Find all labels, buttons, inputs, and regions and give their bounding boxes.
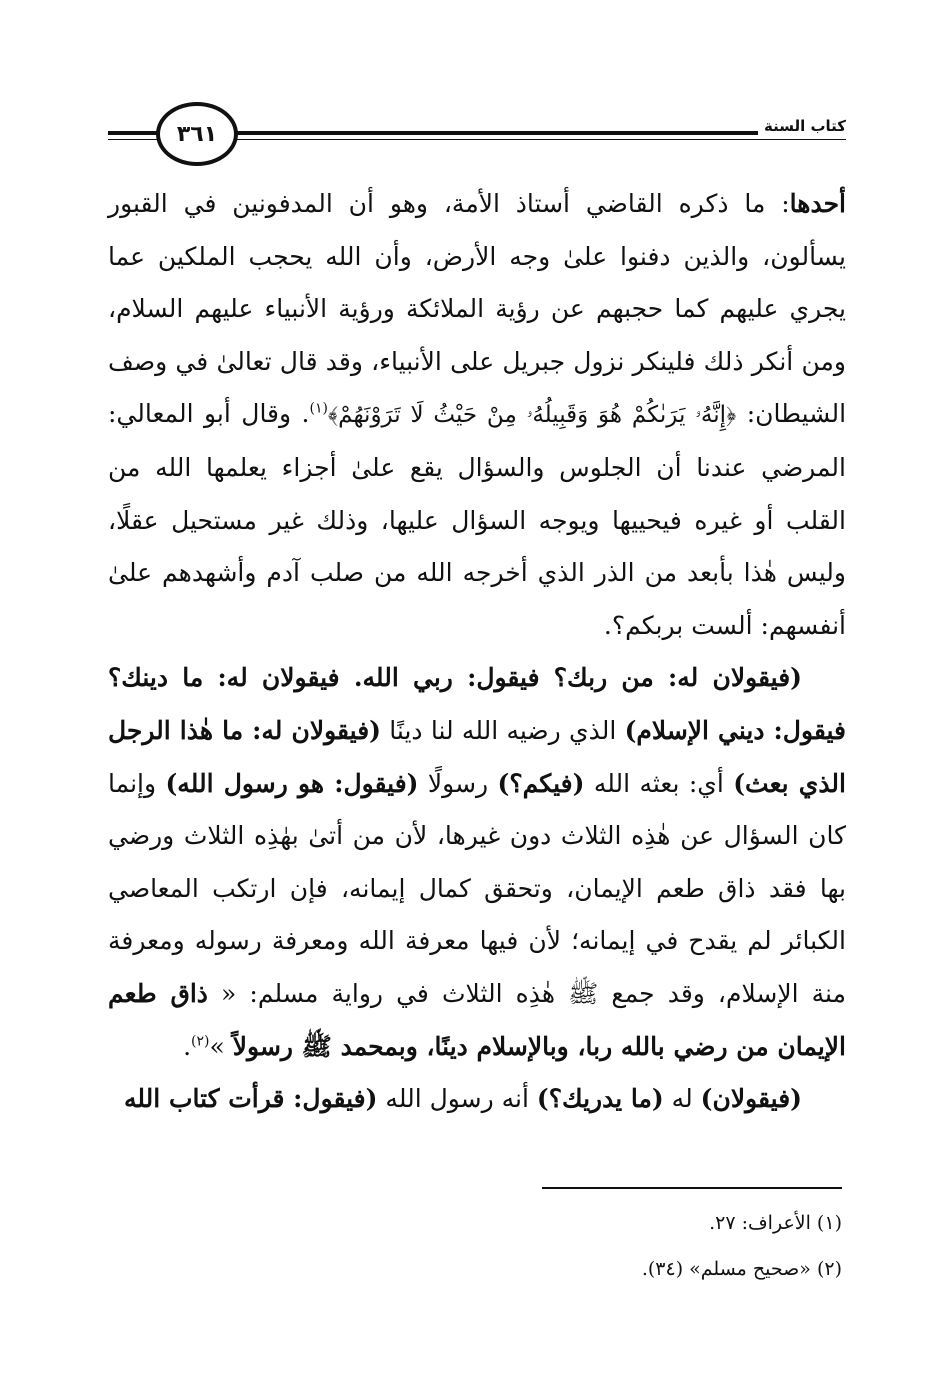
footnotes: [342, 1200, 842, 1292]
text-run: أنه رسول الله: [377, 1084, 537, 1114]
text-run: . وقال أبو المعالي: المرضي عندنا أن الجلوس والسؤال يقع علىٰ أجزاء يعلمها الله من القلب أو غيره فيحييها ويوجه السؤال عليها، وذلك غير مستحيل عقلًا، وليس هٰذا بأبعد من الذر الذي أخرجه الله من صلب آدم وأشهدهم علىٰ أنفسهم: ألست بربكم؟.: [108, 399, 846, 640]
bold-text: ذاق طعم الإيمان من رضي بالله ربا، وبالإسلام دينًا، وبمحمد ﷺ رسولاً: [108, 978, 846, 1061]
text-run: : ما ذكره القاضي أستاذ الأمة، وهو أن المدفونين في القبور يسألون، والذين دفنوا علىٰ وجه الأرض، وأن الله يحجب الملكين عما يجري عليهم كما حجبهم عن رؤية الملائكة ورؤية الأنبياء عليهم السلام، ومن أنكر ذلك فلينكر نزول جبريل على الأنبياء، وقد قال تعالىٰ في وصف الشيطان:: [108, 189, 847, 429]
page-number-badge: [156, 102, 238, 166]
bold-text: (فيقول: هو رسول الله): [165, 768, 419, 798]
running-title: كتاب السنة: [758, 117, 846, 135]
page-header: [108, 98, 846, 178]
bold-text: (ما يدريك؟): [536, 1084, 664, 1114]
bold-text: (فيقولان له: من ربك؟ فيقول: ربي الله. فيقولان له: ما دينك؟ فيقول: ديني الإسلام): [108, 663, 847, 745]
text-run: وإنما كان السؤال عن هٰذِه الثلاث دون غيرها، لأن من أتىٰ بهٰذِه الثلاث ورضي بها فقد ذاق طعم الإيمان، وتحقق كمال إيمانه، فإن ارتكب المعاصي الكبائر لم يقدح في إيمانه؛ لأن فيها معرفة الله ومعرفة رسوله ومعرفة منة الإسلام، وقد جمع ﷺ هٰذِه الثلاث في رواية مسلم: «: [108, 768, 846, 1008]
text-run: رسولًا: [418, 768, 498, 798]
paragraph: [108, 178, 846, 652]
paragraph: [108, 652, 846, 1073]
body-text: [108, 178, 846, 1126]
page-number: ٣٦١: [176, 121, 218, 147]
text-run: الذي رضيه الله لنا دينًا: [381, 715, 625, 745]
bold-text: (فيقول: قرأت كتاب الله: [124, 1084, 378, 1114]
footnote-separator: [542, 1187, 842, 1189]
footnote-ref: (٢): [191, 1033, 210, 1050]
bold-text: أحدها: [789, 189, 846, 218]
text-run: .: [183, 1031, 192, 1061]
bold-text: (فيقولان): [700, 1084, 802, 1114]
footnote-ref: (١): [309, 401, 328, 418]
quran-verse: ﴿إِنَّهُۥ يَرَىٰكُمْ هُوَ وَقَبِيلُهُۥ مِنْ حَيْثُ لَا تَرَوْنَهُمْ﴾: [327, 402, 737, 429]
bold-text: (فيقولان له: ما هٰذا الرجل الذي بعث): [108, 715, 847, 798]
bold-text: (فيكم؟): [497, 768, 585, 798]
text-run: »: [209, 1031, 233, 1061]
footnote-2: (٢) «صحيح مسلم» (٣٤).: [641, 1258, 842, 1280]
text-run: له: [663, 1084, 701, 1114]
footnote-1: (١) الأعراف: ٢٧.: [709, 1212, 842, 1234]
paragraph: [108, 1073, 846, 1126]
text-run: أي: بعثه الله: [584, 768, 734, 798]
